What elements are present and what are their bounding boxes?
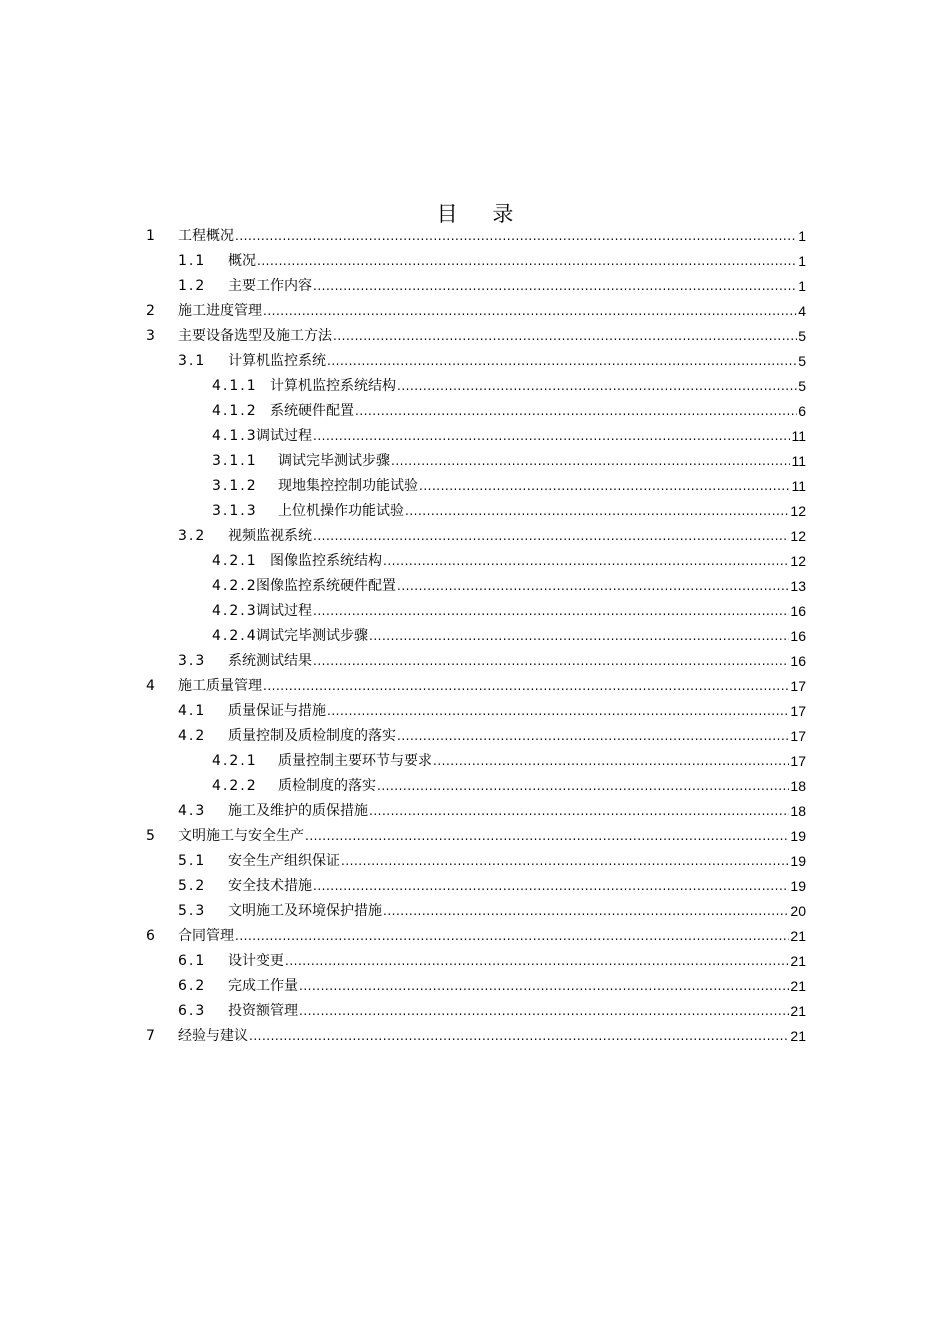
toc-leader-dots [327, 352, 797, 370]
toc-entry-title: 主要工作内容 [228, 278, 312, 294]
toc-entry-page: 12 [790, 553, 806, 569]
toc-entry-page: 18 [790, 803, 806, 819]
toc-entry-number: 4.1 [178, 703, 207, 719]
toc-entry-number: 1 [146, 228, 157, 244]
toc-entry-title: 调试完毕测试步骤 [256, 628, 368, 644]
toc-leader-dots [263, 677, 789, 695]
toc-entry-page: 21 [790, 978, 806, 994]
toc-entry-page: 21 [790, 928, 806, 944]
toc-entry[interactable] [212, 775, 806, 795]
toc-leader-dots [249, 1027, 789, 1045]
toc-entry-number: 4.2.1 [212, 553, 258, 569]
toc-entry[interactable] [146, 325, 806, 345]
toc-entry-page: 17 [790, 728, 806, 744]
toc-entry-number: 4 [146, 678, 157, 694]
toc-entry-title: 安全技术措施 [228, 878, 312, 894]
toc-entry-title: 视频监视系统 [228, 528, 312, 544]
toc-entry[interactable] [212, 475, 806, 495]
toc-leader-dots [397, 377, 797, 395]
toc-entry-title: 系统测试结果 [228, 653, 312, 669]
toc-leader-dots [433, 752, 789, 770]
toc-entry-page: 20 [790, 903, 806, 919]
toc-entry[interactable] [178, 650, 806, 670]
toc-entry-page: 21 [790, 1028, 806, 1044]
toc-entry-page: 5 [798, 378, 806, 394]
toc-entry-page: 19 [790, 878, 806, 894]
toc-entry[interactable] [178, 950, 806, 970]
toc-entry-page: 1 [798, 228, 806, 244]
toc-entry-number: 4.1.2 [212, 403, 258, 419]
toc-entry[interactable] [146, 825, 806, 845]
toc-entry-title: 安全生产组织保证 [228, 853, 340, 869]
toc-entry-page: 17 [790, 703, 806, 719]
toc-entry-title: 文明施工及环境保护措施 [228, 903, 382, 919]
toc-entry-page: 17 [790, 678, 806, 694]
toc-entry-page: 11 [791, 453, 806, 469]
toc-entry-title: 上位机操作功能试验 [278, 503, 404, 519]
toc-entry-title: 质量控制主要环节与要求 [278, 753, 432, 769]
toc-entry-number: 1.1 [178, 253, 207, 269]
toc-entry-number: 3.1.2 [212, 478, 258, 494]
toc-entry-number: 6 [146, 928, 157, 944]
toc-leader-dots [305, 827, 789, 845]
toc-entry[interactable] [178, 725, 806, 745]
toc-entry-number: 4.2.3 [212, 603, 258, 619]
toc-entry[interactable] [212, 500, 806, 520]
toc-entry-number: 5 [146, 828, 157, 844]
toc-entry[interactable] [146, 675, 806, 695]
toc-leader-dots [355, 402, 797, 420]
toc-entry-page: 16 [790, 653, 806, 669]
toc-entry-title: 计算机监控系统结构 [270, 378, 396, 394]
toc-entry-title: 施工质量管理 [178, 678, 262, 694]
toc-entry-page: 12 [790, 528, 806, 544]
toc-leader-dots [235, 227, 797, 245]
toc-leader-dots [313, 652, 789, 670]
toc-entry-number: 7 [146, 1028, 157, 1044]
toc-entry[interactable] [178, 800, 806, 820]
toc-entry-title: 质检制度的落实 [278, 778, 376, 794]
toc-entry-number: 6.3 [178, 1003, 207, 1019]
toc-entry-number: 3.1 [178, 353, 207, 369]
toc-leader-dots [383, 902, 789, 920]
toc-entry[interactable] [178, 1000, 806, 1020]
toc-leader-dots [391, 452, 790, 470]
toc-entry-page: 11 [791, 428, 806, 444]
toc-entry-title: 现地集控控制功能试验 [278, 478, 418, 494]
toc-entry[interactable] [146, 1025, 806, 1045]
toc-leader-dots [313, 877, 789, 895]
toc-entry-title: 调试过程 [256, 603, 312, 619]
toc-entry-page: 4 [798, 303, 806, 319]
toc-entry-title: 完成工作量 [228, 978, 298, 994]
toc-entry-number: 5.2 [178, 878, 207, 894]
toc-entry-page: 11 [791, 478, 806, 494]
toc-entry-title: 概况 [228, 253, 256, 269]
toc-entry-number: 4.2 [178, 728, 207, 744]
toc-entry-title: 调试完毕测试步骤 [278, 453, 390, 469]
toc-entry[interactable] [212, 750, 806, 770]
toc-entry[interactable] [178, 700, 806, 720]
toc-leader-dots [397, 727, 789, 745]
toc-entry-number: 6.1 [178, 953, 207, 969]
toc-leader-dots [369, 627, 789, 645]
toc-leader-dots [235, 927, 789, 945]
toc-entry-page: 19 [790, 828, 806, 844]
toc-entry-page: 21 [790, 953, 806, 969]
toc-leader-dots [405, 502, 789, 520]
toc-entry-page: 13 [790, 578, 806, 594]
toc-entry-page: 21 [790, 1003, 806, 1019]
toc-leader-dots [327, 702, 789, 720]
toc-title: 目 录 [436, 202, 528, 226]
toc-entry-number: 2 [146, 303, 157, 319]
toc-entry-number: 4.1.1 [212, 378, 258, 394]
toc-leader-dots [419, 477, 790, 495]
toc-leader-dots [313, 427, 790, 445]
toc-entry[interactable] [146, 300, 806, 320]
toc-entry[interactable] [178, 975, 806, 995]
toc-entry[interactable] [146, 925, 806, 945]
toc-entry-title: 设计变更 [228, 953, 284, 969]
toc-entry-page: 17 [790, 753, 806, 769]
toc-entry-page: 5 [798, 353, 806, 369]
toc-entry-number: 4.2.1 [212, 753, 258, 769]
toc-entry-title: 图像监控系统结构 [270, 553, 382, 569]
toc-entry[interactable] [212, 425, 806, 445]
toc-entry[interactable] [178, 275, 806, 295]
toc-entry[interactable] [178, 525, 806, 545]
toc-entry-title: 质量控制及质检制度的落实 [228, 728, 396, 744]
toc-entry-title: 系统硬件配置 [270, 403, 354, 419]
toc-entry-number: 6.2 [178, 978, 207, 994]
toc-leader-dots [397, 577, 789, 595]
toc-entry-number: 1.2 [178, 278, 207, 294]
toc-entry-title: 施工及维护的质保措施 [228, 803, 368, 819]
toc-entry-title: 调试过程 [256, 428, 312, 444]
toc-entry-title: 工程概况 [178, 228, 234, 244]
toc-entry-page: 1 [798, 278, 806, 294]
toc-leader-dots [313, 527, 789, 545]
toc-entry-page: 1 [798, 253, 806, 269]
toc-leader-dots [285, 952, 789, 970]
toc-entry-number: 4.2.2 [212, 778, 258, 794]
toc-leader-dots [313, 602, 789, 620]
toc-leader-dots [299, 977, 789, 995]
toc-entry-number: 3.1.1 [212, 453, 258, 469]
toc-entry-title: 施工进度管理 [178, 303, 262, 319]
toc-leader-dots [299, 1002, 789, 1020]
toc-entry-page: 12 [790, 503, 806, 519]
toc-leader-dots [369, 802, 789, 820]
toc-entry[interactable] [146, 225, 806, 245]
toc-leader-dots [383, 552, 789, 570]
toc-entry-title: 主要设备选型及施工方法 [178, 328, 332, 344]
toc-entry-page: 16 [790, 603, 806, 619]
toc-entry[interactable] [212, 450, 806, 470]
toc-entry[interactable] [212, 400, 806, 420]
toc-entry-title: 合同管理 [178, 928, 234, 944]
toc-entry-page: 6 [798, 403, 806, 419]
toc-entry[interactable] [212, 600, 806, 620]
toc-leader-dots [313, 277, 797, 295]
toc-entry-number: 3.3 [178, 653, 207, 669]
toc-entry[interactable] [212, 550, 806, 570]
toc-entry[interactable] [178, 350, 806, 370]
toc-entry-title: 图像监控系统硬件配置 [256, 578, 396, 594]
toc-entry-page: 5 [798, 328, 806, 344]
toc-leader-dots [257, 252, 797, 270]
toc-entry-page: 18 [790, 778, 806, 794]
toc-entry[interactable] [178, 900, 806, 920]
toc-entry[interactable] [212, 575, 806, 595]
toc-entry-number: 4.2.4 [212, 628, 258, 644]
toc-entry[interactable] [178, 875, 806, 895]
toc-entry[interactable] [212, 625, 806, 645]
toc-leader-dots [263, 302, 797, 320]
toc-entry-number: 3.1.3 [212, 503, 258, 519]
toc-entry-page: 16 [790, 628, 806, 644]
toc-entry[interactable] [178, 850, 806, 870]
toc-entry-title: 质量保证与措施 [228, 703, 326, 719]
toc-entry-number: 4.2.2 [212, 578, 258, 594]
toc-entry-page: 19 [790, 853, 806, 869]
toc-entry-number: 4.1.3 [212, 428, 258, 444]
toc-entry-title: 投资额管理 [228, 1003, 298, 1019]
toc-entry-title: 文明施工与安全生产 [178, 828, 304, 844]
toc-entry-number: 3 [146, 328, 157, 344]
toc-entry-number: 5.3 [178, 903, 207, 919]
toc-entry[interactable] [178, 250, 806, 270]
toc-entry-number: 5.1 [178, 853, 207, 869]
toc-leader-dots [377, 777, 789, 795]
toc-entry-number: 4.3 [178, 803, 207, 819]
toc-leader-dots [341, 852, 789, 870]
toc-entry-number: 3.2 [178, 528, 207, 544]
toc-entry-title: 经验与建议 [178, 1028, 248, 1044]
toc-entry[interactable] [212, 375, 806, 395]
toc-leader-dots [333, 327, 797, 345]
toc-entry-title: 计算机监控系统 [228, 353, 326, 369]
